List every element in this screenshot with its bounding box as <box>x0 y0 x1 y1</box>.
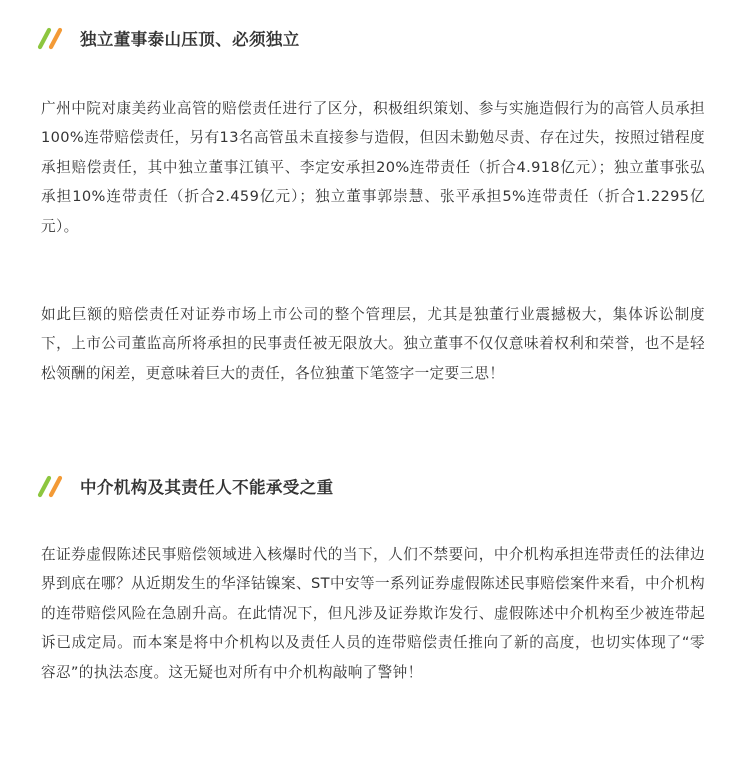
paragraph-intermediary-liability: 在证券虚假陈述民事赔偿领域进入核爆时代的当下，人们不禁要问，中介机构承担连带责任的法律边界到底在哪？从近期发生的华泽钴镍案、ST中安等一系列证券虚假陈述民事赔偿案件来看，中介机构的连带赔偿风险在急剧升高。在此情况下，但凡涉及证券欺诈发行、虚假陈述中介机构至少被连带起诉已成定局。而本案是将中介机构以及责任人员的连带赔偿责任推向了新的高度，也切实体现了“零容忍”的执法态度。这无疑也对所有中介机构敲响了警钟！ <box>41 546 705 681</box>
section-heading-independent-directors <box>36 23 300 53</box>
paragraph-director-responsibility: 如此巨额的赔偿责任对证券市场上市公司的整个管理层，尤其是独董行业震撼极大，集体诉讼制度下，上市公司董监高所将承担的民事责任被无限放大。独立董事不仅仅意味着权利和荣誉，也不是轻松领酬的闲差，更意味着巨大的责任，各位独董下笔签字一定要三思！ <box>41 306 705 382</box>
section-heading-intermediaries <box>36 471 334 501</box>
paragraph-liability-breakdown: 广州中院对康美药业高管的赔偿责任进行了区分，积极组织策划、参与实施造假行为的高管人员承担100%连带赔偿责任，另有13名高管虽未直接参与造假，但因未勤勉尽责、存在过失，按照过错程度承担赔偿责任，其中独立董事江镇平、李定安承担20%连带责任（折合4.918亿元）；独立董事张弘承担10%连带责任（折合2.459亿元）；独立董事郭崇慧、张平承担5%连带责任（折合1.2295亿元）。 <box>41 100 705 235</box>
section-title: 中介机构及其责任人不能承受之重 <box>80 478 334 497</box>
double-slash-icon <box>36 473 66 499</box>
double-slash-icon <box>36 25 66 51</box>
section-title: 独立董事泰山压顶、必须独立 <box>80 30 300 49</box>
